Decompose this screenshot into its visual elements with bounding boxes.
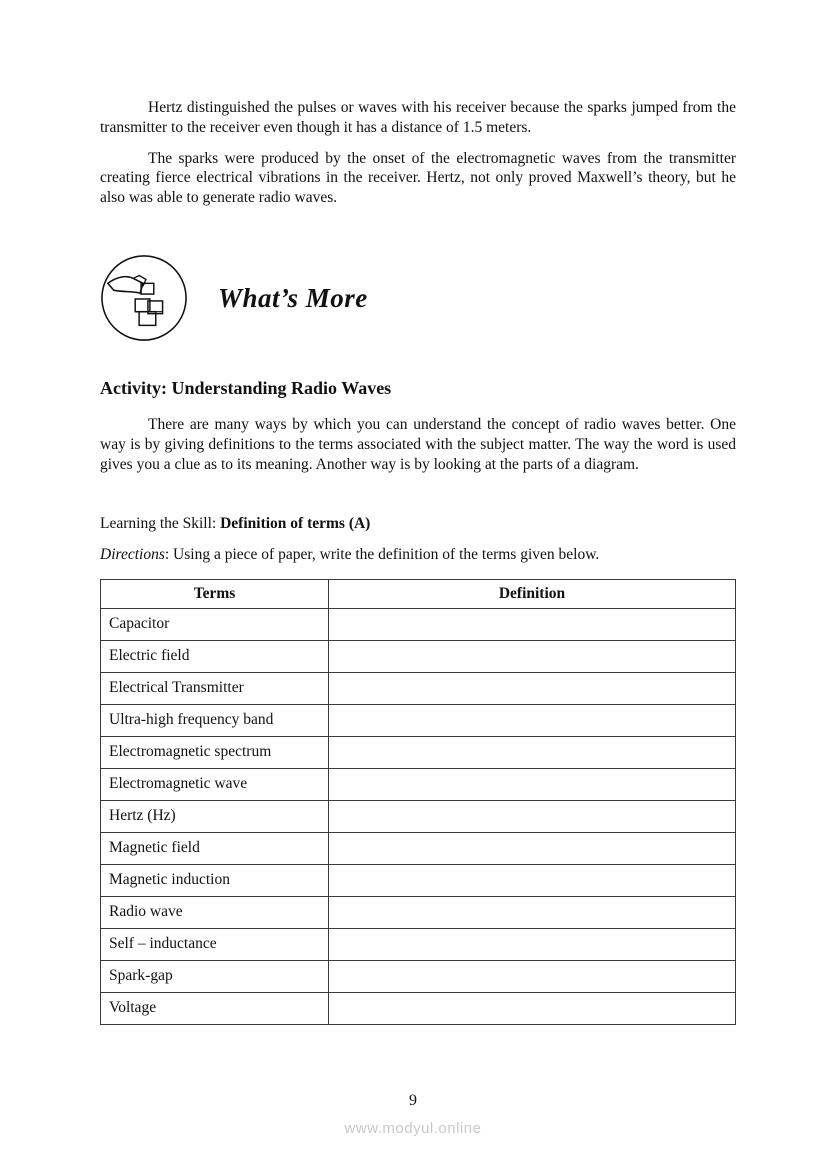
- table-row: [101, 960, 736, 992]
- hand-stacking-blocks-icon: [100, 254, 188, 342]
- term-cell: Electromagnetic wave: [101, 768, 329, 800]
- table-header: [101, 579, 736, 608]
- definition-cell: [329, 928, 736, 960]
- term-cell: Electromagnetic spectrum: [101, 736, 329, 768]
- definition-cell: [329, 672, 736, 704]
- definition-cell: [329, 960, 736, 992]
- term-cell: Self – inductance: [101, 928, 329, 960]
- table-row: [101, 800, 736, 832]
- definition-cell: [329, 768, 736, 800]
- table-row: [101, 608, 736, 640]
- learning-skill-bold: Definition of terms (A): [220, 514, 371, 532]
- definition-cell: [329, 640, 736, 672]
- term-cell: Capacitor: [101, 608, 329, 640]
- definition-cell: [329, 864, 736, 896]
- directions-label: Directions: [100, 545, 165, 563]
- table-row: [101, 992, 736, 1024]
- terms-definition-table: [100, 579, 736, 1025]
- table-body: [101, 608, 736, 1024]
- directions-text: : Using a piece of paper, write the definition of the terms given below.: [164, 545, 600, 563]
- definition-cell: [329, 608, 736, 640]
- definition-column-header: Definition: [329, 579, 736, 608]
- term-cell: Ultra-high frequency band: [101, 704, 329, 736]
- table-row: [101, 832, 736, 864]
- term-cell: Spark-gap: [101, 960, 329, 992]
- intro-paragraph-2: The sparks were produced by the onset of the electromagnetic waves from the transmitter creating fierce electrical vibrations in the receiver. Hertz, not only proved Maxwell’s theory, but he also was able to generate radio waves.: [100, 149, 736, 207]
- page-content: [100, 98, 736, 1025]
- table-row: [101, 896, 736, 928]
- definition-cell: [329, 800, 736, 832]
- learning-skill-label: Learning the Skill:: [100, 514, 221, 532]
- activity-paragraph: There are many ways by which you can understand the concept of radio waves better. One way is by giving definitions to the terms associated with the subject matter. The way the word is used gives you a clue as to its meaning. Another way is by looking at the parts of a diagram.: [100, 416, 736, 473]
- table-row: [101, 672, 736, 704]
- definition-cell: [329, 736, 736, 768]
- definition-cell: [329, 992, 736, 1024]
- definition-cell: [329, 896, 736, 928]
- definition-cell: [329, 704, 736, 736]
- table-row: [101, 704, 736, 736]
- activity-title: Activity: Understanding Radio Waves: [100, 378, 392, 399]
- table-row: [101, 736, 736, 768]
- table-row: [101, 864, 736, 896]
- section-title: What’s More: [218, 282, 368, 313]
- term-cell: Voltage: [101, 992, 329, 1024]
- table-row: [101, 768, 736, 800]
- intro-paragraph-1: Hertz distinguished the pulses or waves with his receiver because the sparks jumped from the transmitter to the receiver even though it has a distance of 1.5 meters.: [100, 99, 736, 136]
- definition-cell: [329, 832, 736, 864]
- term-cell: Magnetic field: [101, 832, 329, 864]
- term-cell: Radio wave: [101, 896, 329, 928]
- page-number: 9: [409, 1092, 417, 1109]
- table-row: [101, 640, 736, 672]
- table-row: [101, 928, 736, 960]
- terms-column-header: Terms: [101, 579, 329, 608]
- directions-line: [100, 546, 736, 564]
- term-cell: Electric field: [101, 640, 329, 672]
- term-cell: Magnetic induction: [101, 864, 329, 896]
- whats-more-header: [100, 254, 736, 342]
- watermark: www.modyul.online: [344, 1120, 482, 1137]
- term-cell: Hertz (Hz): [101, 800, 329, 832]
- term-cell: Electrical Transmitter: [101, 672, 329, 704]
- learning-skill-line: [100, 515, 736, 533]
